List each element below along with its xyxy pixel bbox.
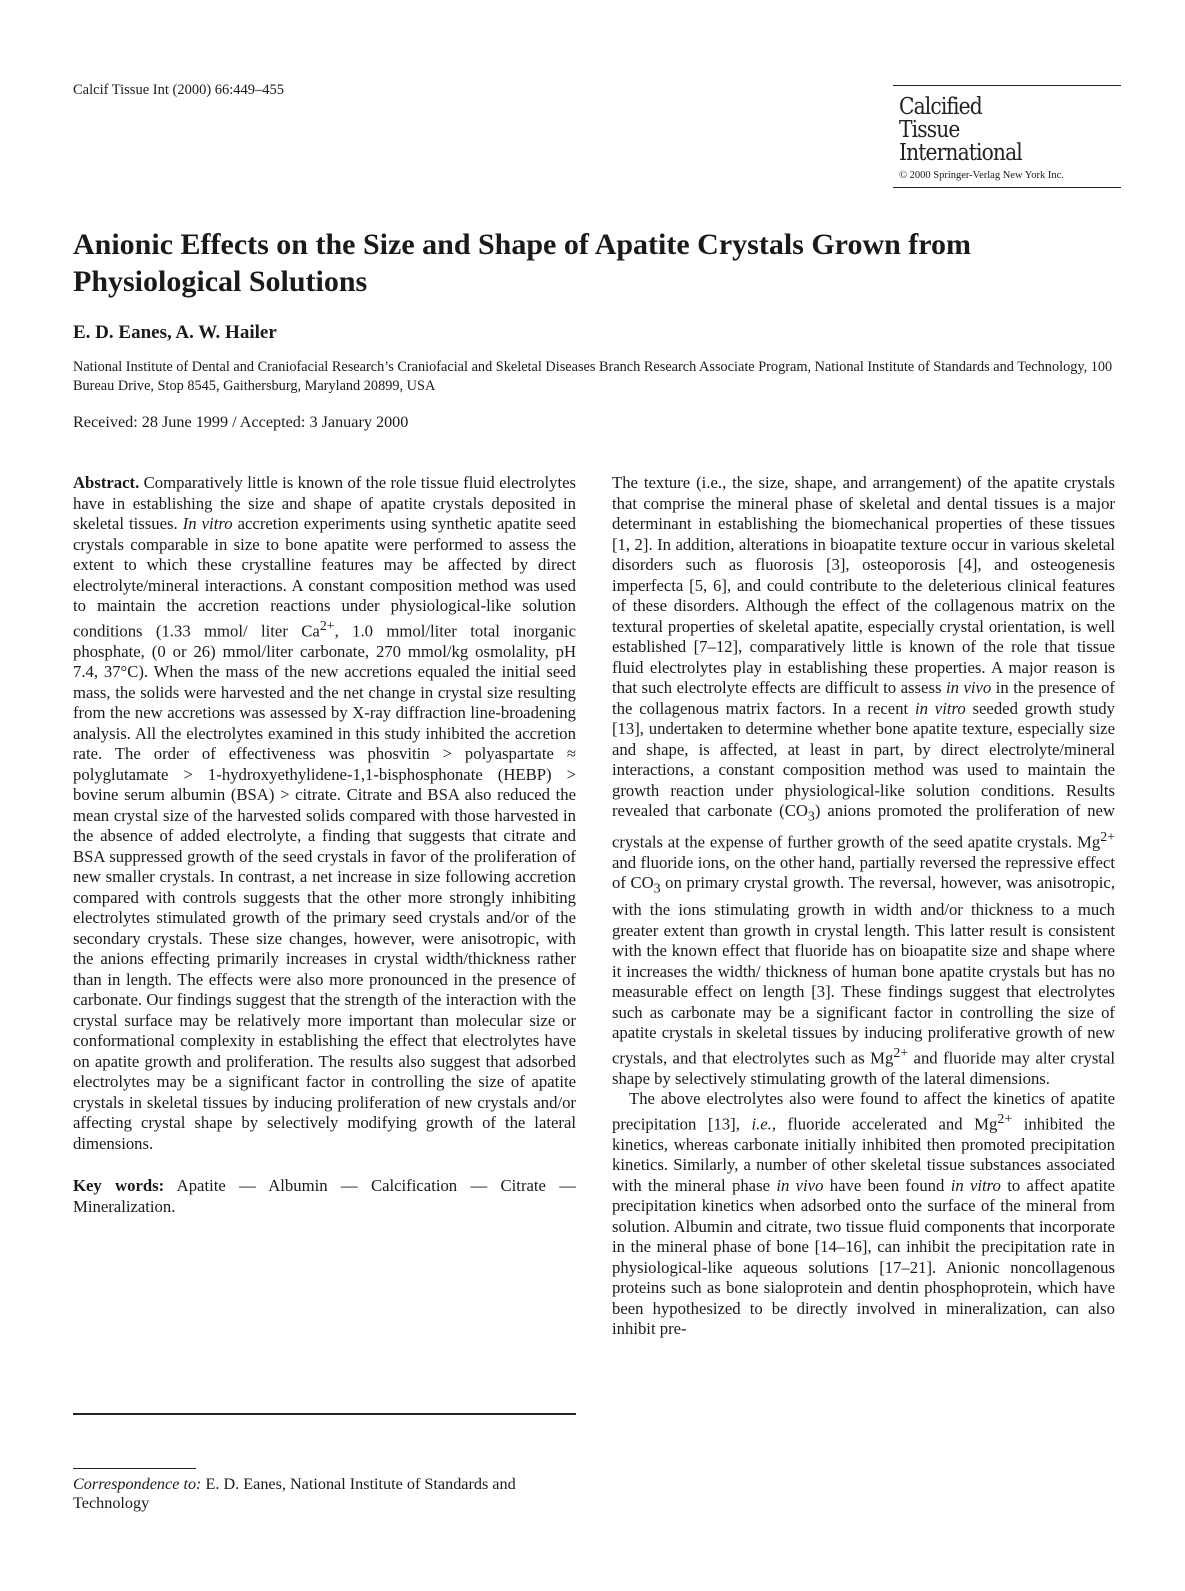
correspondence-footnote [73,1475,576,1513]
body-subscript: 3 [807,809,815,825]
body-text: inhibited the kinetics, whereas carbonate initially inhibited then promoted precipitation kinetics. Similarly, a number of other skeletal tissue substances associated with the mineral phase [612,1114,1116,1195]
body-text: fluoride accelerated and Mg [776,1114,998,1134]
body-italic: in vitro [950,1175,1001,1195]
body-text: to affect apatite precipitation kinetics when adsorbed onto the surface of the mineral from solution. Albumin and citrate, two tissue fluid components that incorporate in the mineral phase of bone [14–16], can inhibit the precipitation rate in physiological-like aqueous solutions [17–21]. Anionic noncollagenous proteins such as bone sialoprotein and dentin phosphoprotein, which have been hypothesized to be directly involved in mineralization, can also inhibit pre- [612,1175,1116,1339]
logo-line-3: International [899,140,1022,166]
keywords [73,1176,576,1217]
body-italic: in vivo [776,1175,824,1195]
authors: E. D. Eanes, A. W. Hailer [73,322,277,343]
abstract-superscript: 2+ [319,618,335,634]
abstract-text: , 1.0 mmol/liter total inorganic phosphate, (0 or 26) mmol/liter carbonate, 270 mmol/kg osmolality, pH 7.4, 37°C). When the mass of the new accretions equaled the initial seed mass, the solids were harvested and the net change in crystal size resulting from the new accretions was assessed by X-ray diffraction line-broadening analysis. All the electrolytes examined in this study inhibited the accretion rate. The order of effectiveness was phosvitin > polyaspartate ≈ polyglutamate > 1-hydroxyethylidene-1,1-bisphosphonate (HEBP) > bovine serum albumin (BSA) > citrate. Citrate and BSA also reduced the mean crystal size of the harvested solids compared with those harvested in the absence of added electrolyte, a finding that suggests that citrate and BSA suppressed growth of the seed crystals in favor of the proliferation of new smaller crystals. In contrast, a net increase in size following accretion compared with controls suggests that the other more strongly inhibiting electrolytes stimulated growth of the primary seed crystals and/or of the secondary crystals. These size changes, however, were anisotropic, with the anions effecting primarily increases in crystal width/thickness rather than in length. The effects were also more pronounced in the presence of carbonate. Our findings suggest that the strength of the interaction with the crystal surface may be relatively more important than molecular size or conformational complexity in establishing the effect that electrolytes have on apatite growth and proliferation. The results also suggest that adsorbed electrolytes may be a significant factor in controlling the size of apatite crystals in skeletal tissues by inducing proliferation of new crystals and/or affecting crystal shape by selectively modifying growth of the lateral dimensions. [73,621,576,1153]
body-text: seeded growth study [13], undertaken to determine whether bone apatite texture, especially size and shape, is affected, at least in part, by direct electrolyte/mineral interactions, a constant composition method was used to maintain the growth reaction under physiological-like solution conditions. Results revealed that carbonate (CO [612,698,1115,820]
body-text: have been found [823,1175,951,1195]
body-superscript: 2+ [893,1045,909,1061]
body-paragraph-1 [612,473,1115,1089]
article-title: Anionic Effects on the Size and Shape of Apatite Crystals Grown from Physiological Solutions [73,228,972,298]
body-paragraph-2 [612,1089,1115,1340]
journal-reference: Calcif Tissue Int (2000) 66:449–455 [73,82,285,98]
affiliation: National Institute of Dental and Craniofacial Research’s Craniofacial and Skeletal Diseases Branch Research Associate Program, National Institute of Standards and Technology, 100 Bureau Drive, Stop 8545, Gaithersburg, Maryland 20899, USA [73,359,1113,394]
correspondence-text: E. D. Eanes, National Institute of Standards and Technology [73,1475,516,1512]
abstract-text: Comparatively little is known of the role tissue fluid electrolytes have in establishing the size and shape of apatite crystals deposited in skeletal tissues. [73,473,576,533]
left-column [73,473,576,1217]
body-italic: in vivo [945,678,992,697]
keywords-text: Apatite — Albumin — Calcification — Citrate — Mineralization. [73,1176,576,1216]
body-superscript: 2+ [997,1111,1013,1127]
body-text: in the presence of the collagenous matrix factors. In a recent [612,678,1115,718]
journal-logo [893,85,1121,188]
body-subscript: 3 [653,881,661,897]
right-column [612,473,1115,1340]
copyright-notice: © 2000 Springer-Verlag New York Inc. [899,170,1064,181]
abstract [73,473,576,1154]
abstract-italic: In vitro [182,514,233,533]
body-text: ) anions promoted the proliferation of new crystals at the expense of further growth of the seed apatite crystals. Mg [612,801,1115,852]
correspondence-label: Correspondence to: [73,1475,202,1493]
body-text: The texture (i.e., the size, shape, and arrangement) of the apatite crystals that comprise the mineral phase of skeletal and dental tissues is a major determinant in establishing the biomechanical properties of these tissues [1, 2]. In addition, alterations in bioapatite texture occur in various skeletal disorders such as fluorosis [3], osteoporosis [4], and osteogenesis imperfecta [5, 6], and could contribute to the deleterious clinical features of these disorders. Although the effect of the collagenous matrix on the textural properties of skeletal apatite, especially crystal orientation, is well established [7–12], comparatively little is known of the role that tissue fluid electrolytes play in establishing these properties. A major reason is that such electrolyte effects are difficult to assess [612,473,1115,697]
abstract-label: Abstract. [73,473,140,492]
logo-line-2: Tissue [899,117,960,143]
body-text: and fluoride ions, on the other hand, partially reversed the repressive effect of CO [612,852,1115,893]
section-rule [73,1413,576,1415]
keywords-label: Key words: [73,1176,165,1196]
body-italic: in vitro [915,698,966,718]
body-text: on primary crystal growth. The reversal, however, was anisotropic, with the ions stimulating growth in width and/or thickness to a much greater extent than growth in crystal length. This latter result is consistent with the known effect that fluoride has on bioapatite size and shape where it increases the width/ thickness of human bone apatite crystals but has no measurable effect on length [3]. These findings suggest that electrolytes such as carbonate may be a significant factor in controlling the size of apatite crystals in skeletal tissues by inducing proliferative growth of new crystals, and that electrolytes such as Mg [612,873,1115,1068]
abstract-text: accretion experiments using synthetic apatite seed crystals comparable in size to bone apatite were performed to assess the extent to which these crystalline features may be affected by direct electrolyte/mineral interactions. A constant composition method was used to maintain the accretion reactions under physiological-like solution conditions (1.33 mmol/ liter Ca [73,514,576,641]
body-superscript: 2+ [1100,829,1115,845]
received-dates: Received: 28 June 1999 / Accepted: 3 January 2000 [73,413,409,431]
logo-line-1: Calcified [899,94,982,120]
footnote-rule [73,1468,196,1469]
body-text: and fluoride may alter crystal shape by selectively stimulating growth of the lateral dimensions. [612,1048,1115,1088]
body-text: The above electrolytes also were found to affect the kinetics of apatite precipitation [13], [612,1089,1115,1134]
body-italic: i.e., [751,1114,776,1134]
